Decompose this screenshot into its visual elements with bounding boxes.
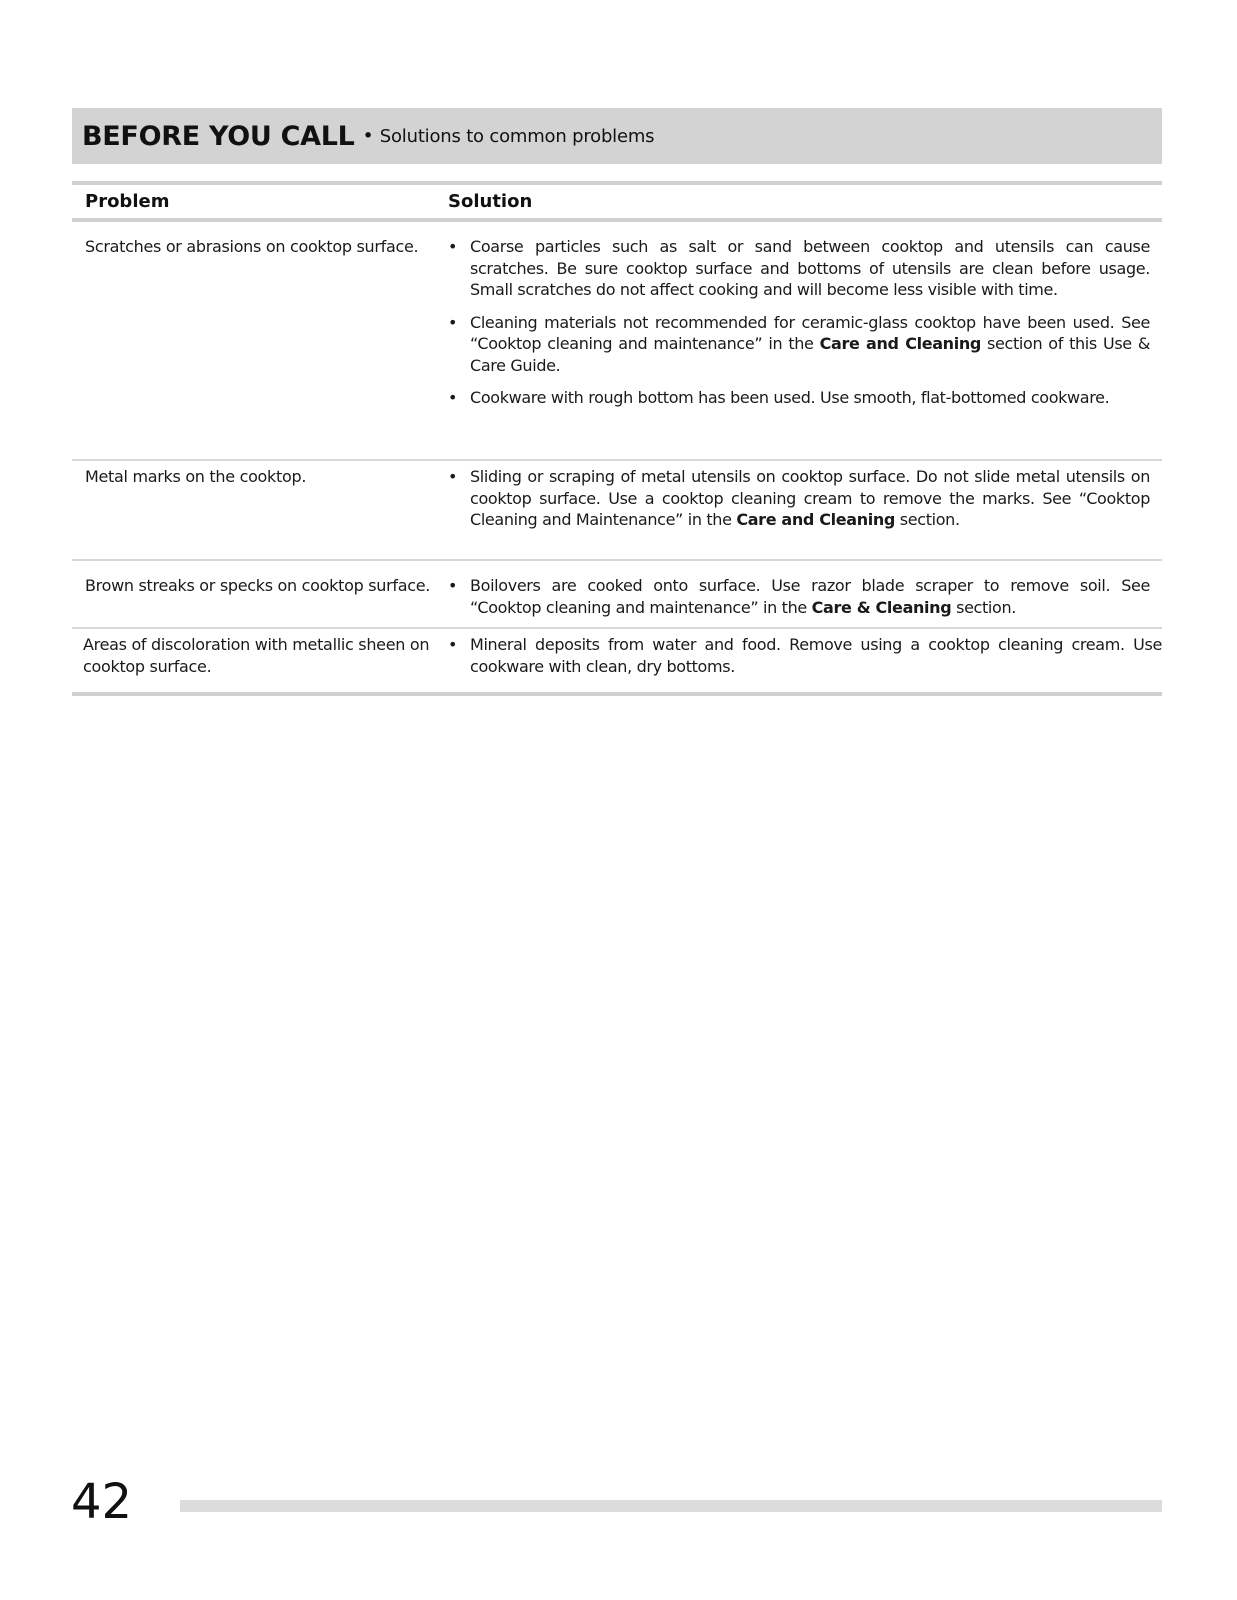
problem-cell: Brown streaks or specks on cooktop surface. — [85, 576, 431, 595]
solution-cell — [448, 575, 1162, 618]
solution-item — [448, 236, 1150, 301]
solution-text-run: section. — [895, 510, 960, 529]
table-row — [72, 629, 1162, 692]
solution-text-run: Cleaning materials not recommended for ceramic-glass cooktop have been used. See “Cooktop cleaning and maintenance” in the — [470, 312, 1150, 353]
solution-text — [470, 236, 1150, 301]
solution-text-run: section of this Use & Care Guide. — [470, 334, 1150, 375]
column-header-problem: Problem — [85, 191, 170, 212]
solution-cell — [448, 466, 1162, 531]
solution-text-run: Sliding or scraping of metal utensils on cooktop surface. Do not slide metal utensils on cooktop surface. Use a cooktop cleaning cream to remove the marks. See “Cooktop Cleaning and Maintenance” in the — [470, 467, 1150, 529]
solution-item — [448, 312, 1150, 377]
table-row — [72, 461, 1162, 559]
section-header-bar — [72, 108, 1162, 164]
section-reference: Care and Cleaning — [736, 510, 896, 529]
problem-cell: Metal marks on the cooktop. — [85, 467, 307, 486]
solution-text-run: Coarse particles such as salt or sand between cooktop and utensils can cause scratches. Be sure cooktop surface and bottoms of utensils are clean before usage. Small scratches do not affect cooking and will become less visible with time. — [470, 237, 1150, 299]
solution-cell — [448, 634, 1162, 677]
problem-cell: Areas of discoloration with metallic sheen on cooktop surface. — [83, 635, 430, 676]
footer-bar — [180, 1500, 1162, 1512]
bullet-icon: • — [448, 237, 458, 256]
bullet-icon: • — [448, 312, 458, 332]
solution-cell — [448, 236, 1162, 409]
table-bottom-rule — [72, 692, 1162, 696]
solution-item — [448, 634, 1162, 677]
table-row — [72, 561, 1162, 627]
bullet-icon: • — [448, 635, 458, 654]
solution-text-run: Mineral deposits from water and food. Remove using a cooktop cleaning cream. Use cookware with clean, dry bottoms. — [470, 635, 1162, 676]
table-row — [72, 222, 1162, 459]
solution-item — [448, 466, 1150, 531]
solution-text — [470, 312, 1150, 377]
column-header-solution: Solution — [448, 191, 533, 212]
solution-text — [470, 575, 1150, 618]
page-number: 42 — [71, 1474, 133, 1530]
bullet-icon: • — [448, 388, 458, 407]
troubleshooting-table — [72, 181, 1162, 696]
table-header-row — [72, 185, 1162, 218]
bullet-icon: • — [448, 467, 458, 486]
solution-text-run: section. — [951, 597, 1016, 617]
solution-text — [470, 466, 1150, 531]
solution-text-run: Boilovers are cooked onto surface. Use razor blade scraper to remove soil. See “Cooktop cleaning and maintenance” in the — [470, 576, 1150, 617]
problem-cell: Scratches or abrasions on cooktop surface. — [85, 237, 419, 256]
bullet-icon: • — [448, 576, 458, 595]
section-reference: Care & Cleaning — [811, 597, 952, 617]
solution-text — [470, 634, 1162, 677]
solution-text-run: Cookware with rough bottom has been used. Use smooth, flat-bottomed cookware. — [470, 388, 1110, 407]
title-separator: • — [362, 125, 374, 147]
solution-text — [470, 387, 1150, 409]
section-reference: Care and Cleaning — [819, 334, 981, 353]
section-title: BEFORE YOU CALL — [82, 120, 355, 152]
section-subtitle: Solutions to common problems — [379, 125, 655, 147]
solution-item — [448, 387, 1150, 409]
solution-item — [448, 575, 1150, 618]
